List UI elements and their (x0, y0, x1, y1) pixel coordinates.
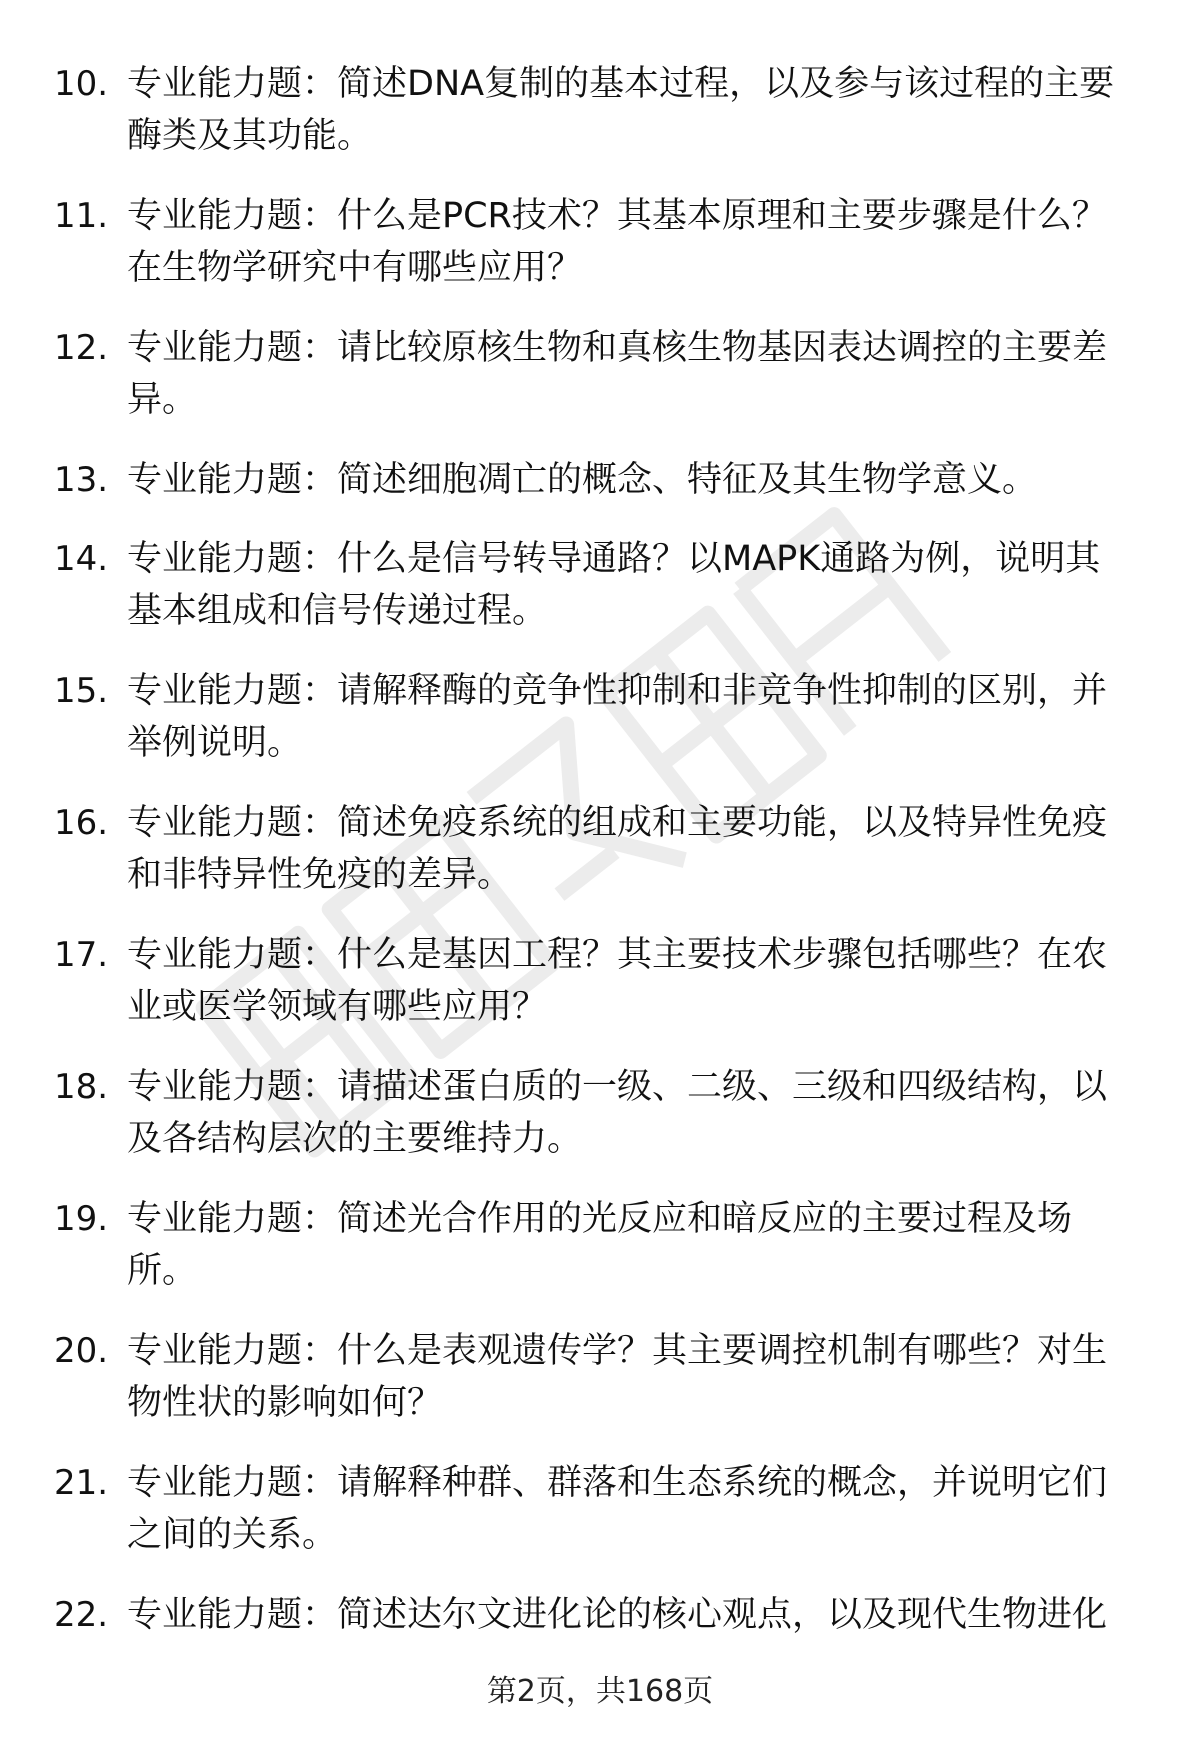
question-number: 17. (54, 935, 109, 975)
question-line: 在生物学研究中有哪些应用？ (127, 248, 583, 288)
question-text (127, 454, 1157, 506)
question-number: 22. (54, 1595, 109, 1635)
question-item (0, 190, 1200, 322)
question-number: 12. (54, 328, 109, 368)
question-number: 10. (54, 64, 109, 104)
question-item (0, 797, 1200, 929)
page-indicator: 第2页，共168页 (486, 1674, 714, 1709)
question-item (0, 929, 1200, 1061)
question-text (127, 665, 1157, 769)
question-line: 和非特异性免疫的差异。 (127, 855, 513, 895)
question-line: 专业能力题：简述DNA复制的基本过程，以及参与该过程的主要 (127, 64, 1115, 104)
question-line: 专业能力题：简述光合作用的光反应和暗反应的主要过程及场 (127, 1199, 1073, 1239)
question-text (127, 533, 1157, 637)
question-text (127, 797, 1157, 901)
question-number: 11. (54, 196, 109, 236)
question-item (0, 533, 1200, 665)
question-line: 及各结构层次的主要维持力。 (127, 1119, 583, 1159)
question-line: 举例说明。 (127, 723, 303, 763)
question-line: 业或医学领域有哪些应用？ (127, 987, 548, 1027)
question-list (0, 58, 1200, 1649)
question-line: 专业能力题：什么是基因工程？其主要技术步骤包括哪些？在农 (127, 935, 1108, 975)
question-text (127, 322, 1157, 426)
question-line: 所。 (127, 1251, 198, 1291)
question-item (0, 322, 1200, 454)
question-line: 专业能力题：请比较原核生物和真核生物基因表达调控的主要差 (127, 328, 1108, 368)
question-number: 20. (54, 1331, 109, 1371)
question-number: 19. (54, 1199, 109, 1239)
question-line: 基本组成和信号传递过程。 (127, 591, 548, 631)
question-line: 物性状的影响如何？ (127, 1383, 443, 1423)
question-number: 21. (54, 1463, 109, 1503)
question-item (0, 665, 1200, 797)
question-line: 专业能力题：什么是表观遗传学？其主要调控机制有哪些？对生 (127, 1331, 1108, 1371)
question-text (127, 1061, 1157, 1165)
question-text (127, 1457, 1157, 1561)
question-text (127, 1589, 1157, 1641)
question-line: 专业能力题：请解释酶的竞争性抑制和非竞争性抑制的区别，并 (127, 671, 1108, 711)
question-number: 16. (54, 803, 109, 843)
question-text (127, 1193, 1157, 1297)
question-item (0, 58, 1200, 190)
question-text (127, 929, 1157, 1033)
question-number: 15. (54, 671, 109, 711)
question-item (0, 1193, 1200, 1325)
question-line: 专业能力题：什么是PCR技术？其基本原理和主要步骤是什么？ (127, 196, 1107, 236)
question-line: 专业能力题：简述免疫系统的组成和主要功能，以及特异性免疫 (127, 803, 1108, 843)
question-item (0, 1457, 1200, 1589)
question-line: 专业能力题：简述达尔文进化论的核心观点，以及现代生物进化 (127, 1595, 1108, 1635)
question-item (0, 1325, 1200, 1457)
question-line: 专业能力题：请描述蛋白质的一级、二级、三级和四级结构，以 (127, 1067, 1108, 1107)
question-item (0, 454, 1200, 533)
question-text (127, 1325, 1157, 1429)
question-line: 专业能力题：请解释种群、群落和生态系统的概念，并说明它们 (127, 1463, 1108, 1503)
question-number: 13. (54, 460, 109, 500)
question-line: 酶类及其功能。 (127, 116, 373, 156)
question-item (0, 1061, 1200, 1193)
question-line: 异。 (127, 380, 198, 420)
question-item (0, 1589, 1200, 1649)
question-line: 之间的关系。 (127, 1515, 338, 1555)
question-number: 14. (54, 539, 109, 579)
question-text (127, 58, 1157, 162)
question-text (127, 190, 1157, 294)
question-line: 专业能力题：简述细胞凋亡的概念、特征及其生物学意义。 (127, 460, 1038, 500)
question-line: 专业能力题：什么是信号转导通路？以MAPK通路为例，说明其 (127, 539, 1101, 579)
question-number: 18. (54, 1067, 109, 1107)
